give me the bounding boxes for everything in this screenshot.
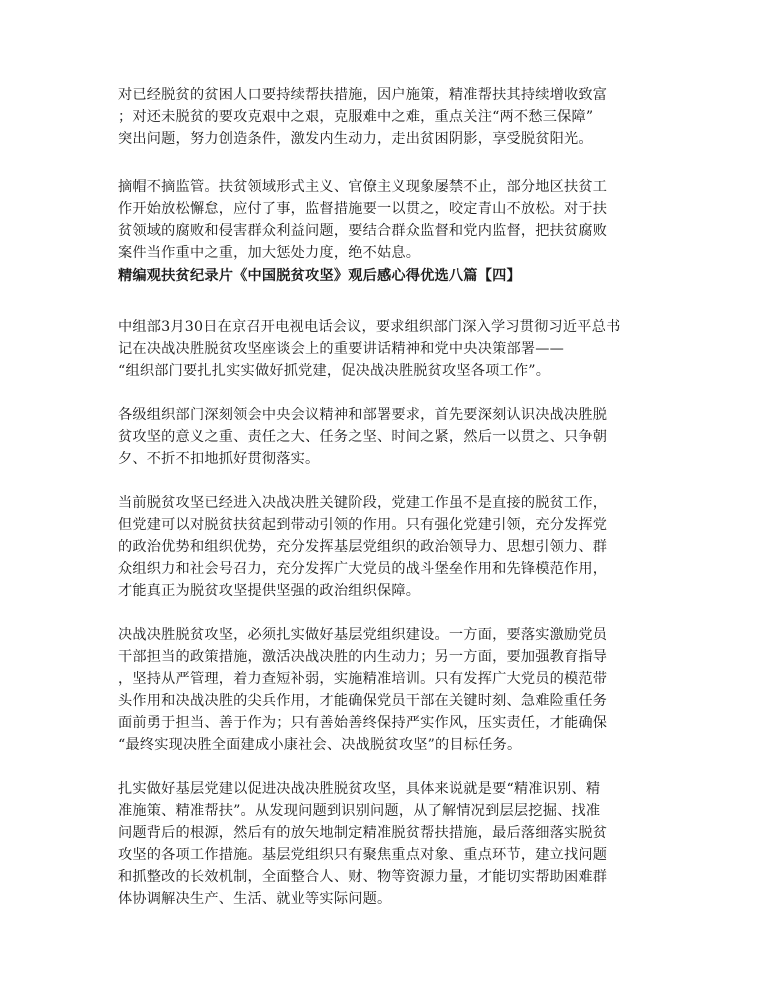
- paragraph-line: 摘帽不摘监管。扶贫领域形式主义、官僚主义现象屡禁不止，部分地区扶贫工: [118, 179, 608, 195]
- paragraph-line: 对已经脱贫的贫困人口要持续帮扶措施，因户施策，精准帮扶其持续增收致富: [118, 87, 608, 103]
- paragraph-7: [118, 778, 607, 910]
- paragraph-1: [118, 84, 607, 150]
- paragraph-6: [118, 624, 607, 756]
- paragraph-line: 但党建可以对脱贫扶贫起到带动引领的作用。只有强化党建引领，充分发挥党: [118, 517, 608, 533]
- paragraph-line: 才能真正为脱贫攻坚提供坚强的政治组织保障。: [118, 583, 421, 599]
- paragraph-line: 作开始放松懈怠，应付了事，监督措施要一以贯之，咬定青山不放松。对于扶: [118, 201, 608, 217]
- paragraph-line: 夕、不折不扣地抓好贯彻落实。: [118, 451, 320, 467]
- paragraph-line: 当前脱贫攻坚已经进入决战决胜关键阶段，党建工作虽不是直接的脱贫工作，: [118, 495, 608, 511]
- paragraph-line: 案件当作重中之重，加大惩处力度，绝不姑息。: [118, 245, 421, 261]
- paragraph-line: 干部担当的政策措施，激活决战决胜的内生动力；另一方面，要加强教育指导: [118, 649, 608, 665]
- paragraph-2: [118, 176, 607, 264]
- paragraph-line: 面前勇于担当、善于作为；只有善始善终保持严实作风，压实责任，才能确保: [118, 715, 608, 731]
- paragraph-line: 各级组织部门深刻领会中央会议精神和部署要求，首先要深刻认识决战决胜脱: [118, 407, 608, 423]
- paragraph-line: 记在决战决胜脱贫攻坚座谈会上的重要讲话精神和党中央决策部署——: [118, 341, 565, 357]
- paragraph-line: ，坚持从严管理，着力查短补弱，实施精准培训。只有发挥广大党员的模范带: [118, 671, 608, 687]
- paragraph-line: ；对还未脱贫的要攻克艰中之艰，克服难中之难，重点关注“两不愁三保障”: [118, 109, 594, 125]
- paragraph-line: 贫攻坚的意义之重、责任之大、任务之坚、时间之紧，然后一以贯之、只争朝: [118, 429, 608, 445]
- paragraph-line: 体协调解决生产、生活、就业等实际问题。: [118, 891, 392, 907]
- paragraph-line: 攻坚的各项工作措施。基层党组织只有聚焦重点对象、重点环节，建立找问题: [118, 847, 608, 863]
- paragraph-line: 扎实做好基层党建以促进决战决胜脱贫攻坚，具体来说就是要“精准识别、精: [118, 781, 601, 797]
- paragraph-line: 和抓整改的长效机制，全面整合人、财、物等资源力量，才能切实帮助困难群: [118, 869, 608, 885]
- paragraph-line: “组织部门要扎扎实实做好抓党建，促决战决胜脱贫攻坚各项工作”。: [118, 363, 551, 379]
- paragraph-line: 的政治优势和组织优势，充分发挥基层党组织的政治领导力、思想引领力、群: [118, 539, 608, 555]
- paragraph-line: 问题背后的根源，然后有的放矢地制定精准脱贫帮扶措施，最后落细落实脱贫: [118, 825, 608, 841]
- paragraph-line: 突出问题，努力创造条件，激发内生动力，走出贫困阴影，享受脱贫阳光。: [118, 131, 593, 147]
- paragraph-line: 中组部3月30日在京召开电视电话会议，要求组织部门深入学习贯彻习近平总书: [118, 319, 621, 335]
- paragraph-line: 众组织力和社会号召力，充分发挥广大党员的战斗堡垒作用和先锋模范作用，: [118, 561, 608, 577]
- paragraph-line: 准施策、精准帮扶”。从发现问题到识别问题，从了解情况到层层挖掘、找准: [118, 803, 601, 819]
- paragraph-3: [118, 316, 620, 382]
- paragraph-line: 贫领域的腐败和侵害群众利益问题，要结合群众监督和党内监督，把扶贫腐败: [118, 223, 608, 239]
- paragraph-5: [118, 492, 607, 602]
- paragraph-4: [118, 404, 607, 470]
- paragraph-line: “最终实现决胜全面建成小康社会、决战脱贫攻坚”的目标任务。: [118, 737, 522, 753]
- paragraph-line: 决战决胜脱贫攻坚，必须扎实做好基层党组织建设。一方面，要落实激励党员: [118, 627, 608, 643]
- paragraph-line: 头作用和决战决胜的尖兵作用，才能确保党员干部在关键时刻、急难险重任务: [118, 693, 608, 709]
- section-heading: 精编观扶贫纪录片《中国脱贫攻坚》观后感心得优选八篇【四】: [118, 268, 521, 284]
